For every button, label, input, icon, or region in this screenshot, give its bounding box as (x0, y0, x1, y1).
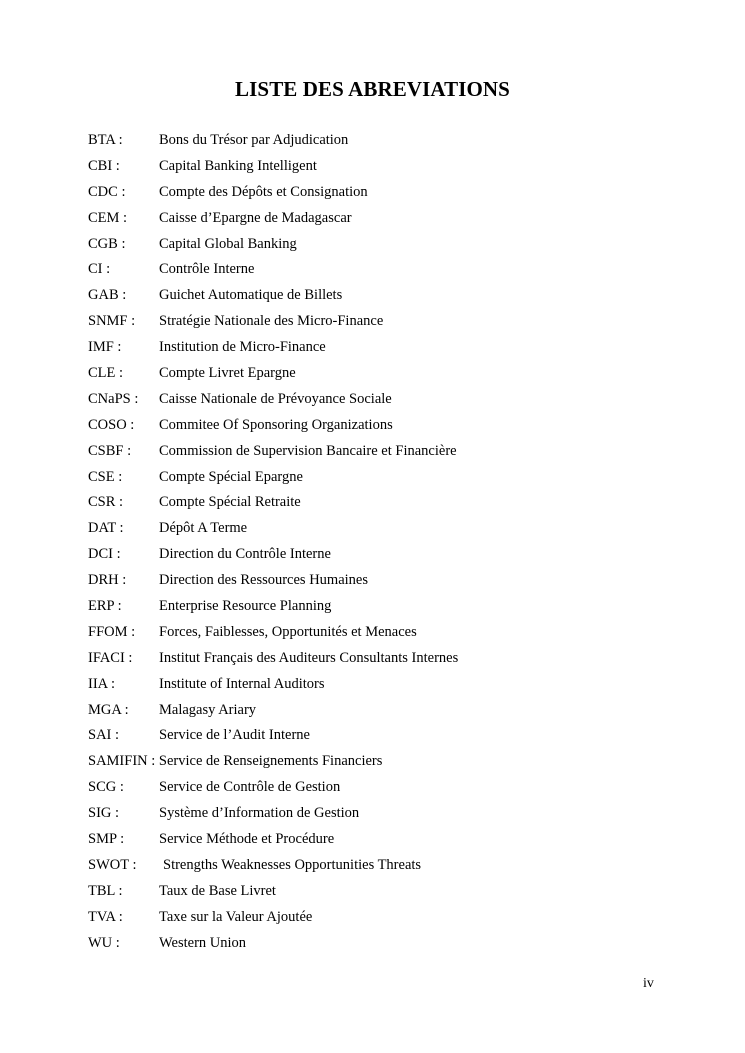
abbreviation-definition: Compte Spécial Epargne (159, 468, 303, 485)
abbreviation-code: CNaPS : (88, 390, 139, 407)
abbreviation-list (88, 128, 688, 957)
abbreviation-definition: Institute of Internal Auditors (159, 675, 325, 692)
abbreviation-code: CSE : (88, 468, 123, 485)
abbreviation-definition: Bons du Trésor par Adjudication (159, 132, 349, 148)
abbreviation-code: CEM : (88, 209, 128, 226)
abbreviation-row (88, 283, 688, 309)
abbreviation-definition: Système d’Information de Gestion (159, 805, 360, 822)
abbreviation-row (88, 698, 688, 724)
abbreviation-code: CDC : (88, 183, 126, 200)
abbreviation-code: SAI : (88, 727, 120, 744)
abbreviation-code: IFACI : (88, 649, 133, 666)
abbreviation-definition: Taux de Base Livret (159, 882, 276, 899)
page-number: iv (643, 976, 654, 991)
abbreviation-definition: Service de Renseignements Financiers (158, 753, 383, 770)
abbreviation-row (88, 853, 688, 879)
abbreviation-definition: Stratégie Nationale des Micro-Finance (159, 313, 384, 330)
abbreviation-row (88, 309, 688, 335)
abbreviation-definition: Caisse d’Epargne de Madagascar (159, 209, 352, 226)
abbreviation-code: SAMIFIN : (88, 753, 156, 770)
abbreviation-definition: Western Union (159, 934, 247, 951)
abbreviation-code: MGA : (88, 701, 129, 718)
abbreviation-row (88, 180, 688, 206)
abbreviation-code: DAT : (88, 520, 124, 537)
abbreviation-row (88, 335, 688, 361)
abbreviation-code: SNMF : (88, 313, 136, 330)
abbreviation-row (88, 620, 688, 646)
abbreviation-definition: Compte Spécial Retraite (159, 494, 301, 511)
abbreviation-row (88, 206, 688, 232)
abbreviation-code: SCG : (88, 779, 124, 796)
abbreviation-row (88, 646, 688, 672)
abbreviation-row (88, 465, 688, 491)
abbreviation-definition: Capital Global Banking (159, 235, 297, 252)
abbreviation-code: COSO : (88, 416, 135, 433)
abbreviation-row (88, 361, 688, 387)
abbreviation-row (88, 801, 688, 827)
abbreviation-definition: Commitee Of Sponsoring Organizations (159, 416, 393, 433)
abbreviation-code: ERP : (88, 598, 122, 615)
abbreviation-definition: Service de l’Audit Interne (159, 727, 310, 744)
abbreviation-code: TVA : (88, 908, 123, 925)
abbreviation-definition: Institution de Micro-Finance (159, 339, 326, 356)
abbreviation-definition: Service de Contrôle de Gestion (159, 779, 341, 796)
abbreviation-row (88, 257, 688, 283)
abbreviation-code: SIG : (88, 805, 120, 822)
abbreviation-code: DCI : (88, 546, 121, 563)
abbreviation-row (88, 672, 688, 698)
abbreviation-row (88, 723, 688, 749)
abbreviation-row (88, 749, 688, 775)
abbreviation-code: CSR : (88, 494, 124, 511)
abbreviation-definition: Direction du Contrôle Interne (159, 546, 331, 563)
abbreviation-definition: Compte Livret Epargne (159, 365, 296, 382)
abbreviation-row (88, 413, 688, 439)
abbreviation-definition: Contrôle Interne (159, 261, 255, 278)
abbreviation-row (88, 879, 688, 905)
abbreviation-row (88, 568, 688, 594)
abbreviation-row (88, 931, 688, 957)
abbreviation-definition: Guichet Automatique de Billets (159, 287, 343, 304)
abbreviation-row (88, 154, 688, 180)
abbreviation-code: CLE : (88, 365, 124, 382)
abbreviation-code: WU : (88, 934, 120, 951)
abbreviation-code: IMF : (88, 339, 122, 356)
abbreviation-code: IIA : (88, 675, 115, 692)
abbreviation-definition: Compte des Dépôts et Consignation (159, 183, 368, 200)
page-title: LISTE DES ABREVIATIONS (235, 77, 510, 101)
abbreviation-code: GAB : (88, 287, 127, 304)
abbreviation-row (88, 439, 688, 465)
abbreviation-code: CGB : (88, 235, 126, 252)
abbreviation-definition: Dépôt A Terme (159, 520, 248, 537)
abbreviation-definition: Service Méthode et Procédure (159, 831, 335, 848)
abbreviation-code: SWOT : (88, 856, 137, 873)
abbreviation-row (88, 516, 688, 542)
abbreviation-row (88, 232, 688, 258)
abbreviation-definition: Forces, Faiblesses, Opportunités et Menaces (159, 623, 417, 640)
abbreviation-code: FFOM : (88, 623, 136, 640)
abbreviation-definition: Caisse Nationale de Prévoyance Sociale (159, 390, 392, 407)
abbreviation-row (88, 905, 688, 931)
abbreviation-row (88, 827, 688, 853)
abbreviation-row (88, 490, 688, 516)
abbreviation-definition: Commission de Supervision Bancaire et Financière (159, 442, 457, 459)
abbreviation-row (88, 128, 688, 154)
abbreviation-row (88, 594, 688, 620)
abbreviation-code: DRH : (88, 572, 127, 589)
abbreviation-definition: Taxe sur la Valeur Ajoutée (159, 908, 313, 925)
abbreviation-row (88, 775, 688, 801)
abbreviation-definition: Capital Banking Intelligent (159, 157, 317, 174)
abbreviation-definition: Enterprise Resource Planning (159, 598, 332, 615)
abbreviation-code: SMP : (88, 831, 125, 848)
abbreviation-definition: Direction des Ressources Humaines (159, 572, 368, 589)
abbreviation-code: CI : (88, 261, 111, 278)
abbreviation-code: BTA : (88, 132, 123, 148)
abbreviation-definition: Strengths Weaknesses Opportunities Threats (163, 856, 422, 873)
abbreviation-row (88, 387, 688, 413)
abbreviation-code: TBL : (88, 882, 123, 899)
abbreviation-row (88, 542, 688, 568)
abbreviation-definition: Malagasy Ariary (159, 701, 257, 718)
abbreviation-code: CSBF : (88, 442, 132, 459)
abbreviation-definition: Institut Français des Auditeurs Consultants Internes (159, 649, 459, 666)
abbreviation-code: CBI : (88, 157, 120, 174)
